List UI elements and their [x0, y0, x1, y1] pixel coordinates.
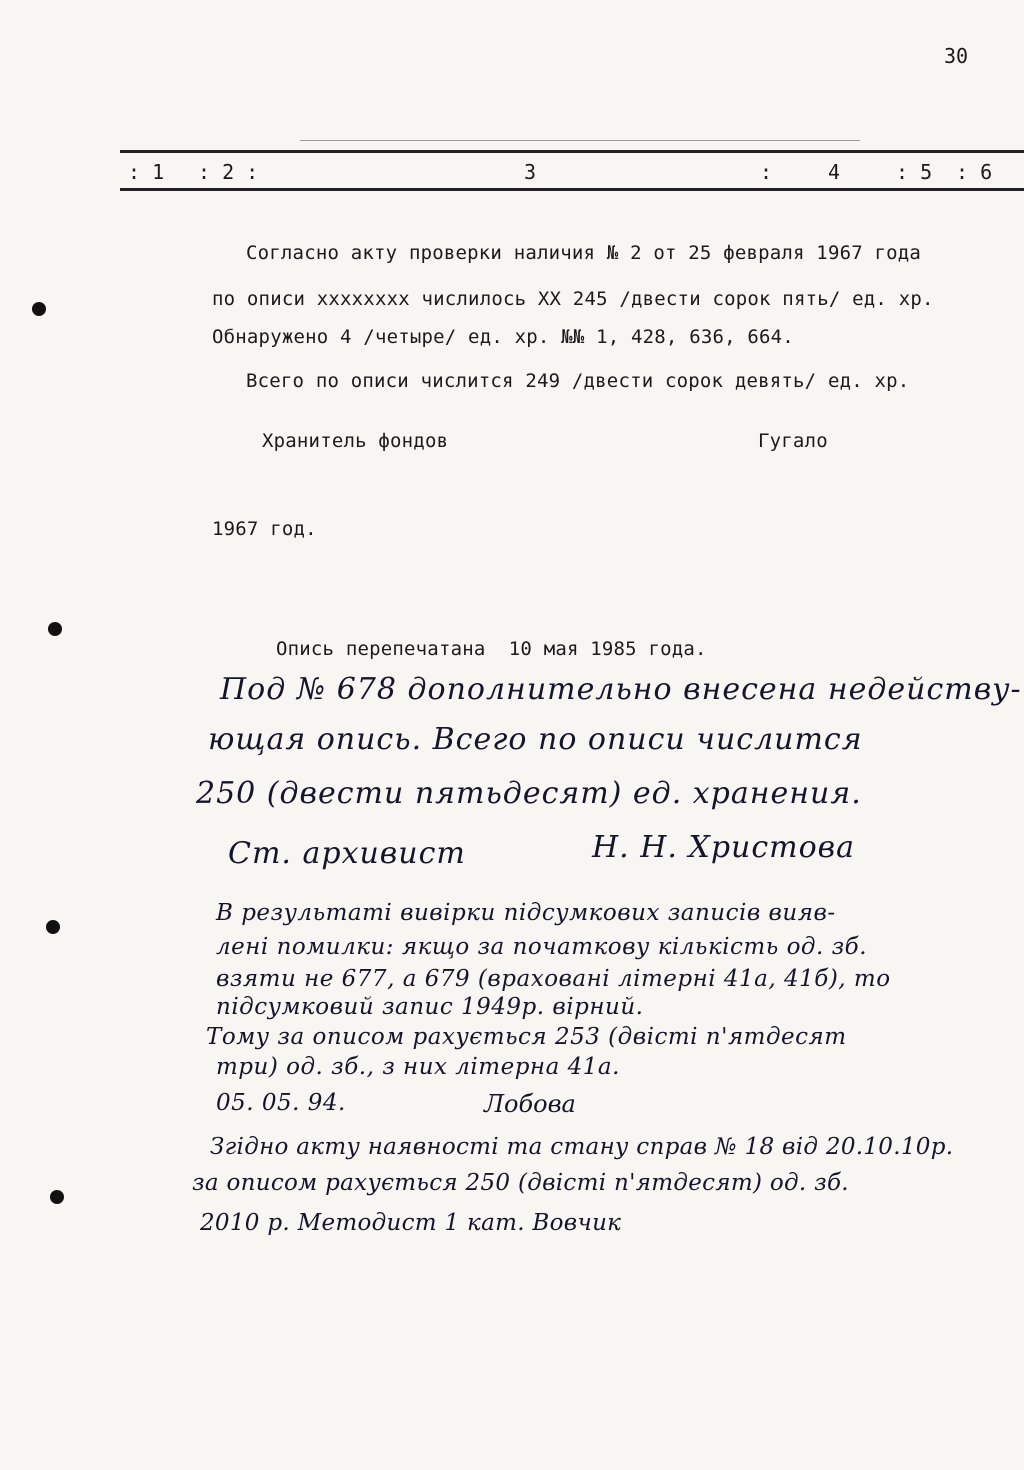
- keeper-title: Хранитель фондов: [262, 430, 449, 452]
- typed-line-1: Согласно акту проверки наличия № 2 от 25 февраля 1967 года: [246, 242, 922, 264]
- hw-1994-line-6: три) од. зб., з них літерна 41а.: [216, 1054, 620, 1080]
- binding-hole-2: [48, 622, 62, 636]
- hw-1994-line-4: підсумковий запис 1949р. вірний.: [216, 994, 644, 1020]
- year-line: 1967 год.: [212, 518, 317, 540]
- hw-2010-line-3: 2010 р. Методист 1 кат. Вовчик: [200, 1210, 622, 1236]
- typed-line-4: Всего по описи числится 249 /двести сорок девять/ ед. хр.: [246, 370, 910, 392]
- header-bottom-rule: [120, 188, 1024, 191]
- hw-1985-line-1: Под № 678 дополнительно внесена недейству-: [220, 672, 1022, 707]
- column-header-3: 3: [524, 160, 537, 184]
- column-header-4: 4: [828, 160, 841, 184]
- column-header-6: : 6: [956, 160, 993, 184]
- hw-1985-signature: Н. Н. Христова: [592, 830, 856, 865]
- header-top-rule: [120, 150, 1024, 153]
- binding-hole-3: [46, 920, 60, 934]
- keeper-name: Гугало: [758, 430, 828, 452]
- hw-1985-line-4: Ст. архивист: [228, 836, 466, 871]
- column-header-5: : 5: [896, 160, 933, 184]
- hw-1994-date: 05. 05. 94.: [216, 1090, 346, 1116]
- hw-1994-line-5: Тому за описом рахується 253 (двісті п'ятдесят: [206, 1024, 847, 1050]
- hw-1994-signature: Лобова: [484, 1090, 576, 1118]
- typed-line-3: Обнаружено 4 /четыре/ ед. хр. №№ 1, 428, 636, 664.: [212, 326, 794, 348]
- hw-1994-line-3: взяти не 677, а 679 (враховані літерні 41а, 41б), то: [216, 966, 891, 992]
- typed-line-2: по описи хххххххх числилось ХХ 245 /двести сорок пять/ ед. хр.: [212, 288, 934, 310]
- column-header-separator: :: [760, 160, 773, 184]
- hw-1994-line-1: В результаті вивірки підсумкових записів вияв-: [216, 900, 836, 926]
- binding-hole-1: [32, 302, 46, 316]
- binding-hole-4: [50, 1190, 64, 1204]
- hw-1985-line-3: 250 (двести пятьдесят) ед. хранения.: [196, 776, 862, 811]
- hw-2010-line-1: Згідно акту наявності та стану справ № 18 від 20.10.10р.: [210, 1134, 954, 1160]
- hw-1994-line-2: лені помилки: якщо за початкову кількість од. зб.: [216, 934, 868, 960]
- column-header-1: : 1: [128, 160, 165, 184]
- hw-1985-line-2: ющая опись. Всего по описи числится: [208, 722, 863, 757]
- page-number: 30: [944, 44, 969, 68]
- retyped-note: Опись перепечатана 10 мая 1985 года.: [276, 638, 707, 660]
- header-faint-rule: [300, 140, 860, 141]
- hw-2010-line-2: за описом рахується 250 (двісті п'ятдесят) од. зб.: [192, 1170, 849, 1196]
- column-header-2: : 2 :: [198, 160, 259, 184]
